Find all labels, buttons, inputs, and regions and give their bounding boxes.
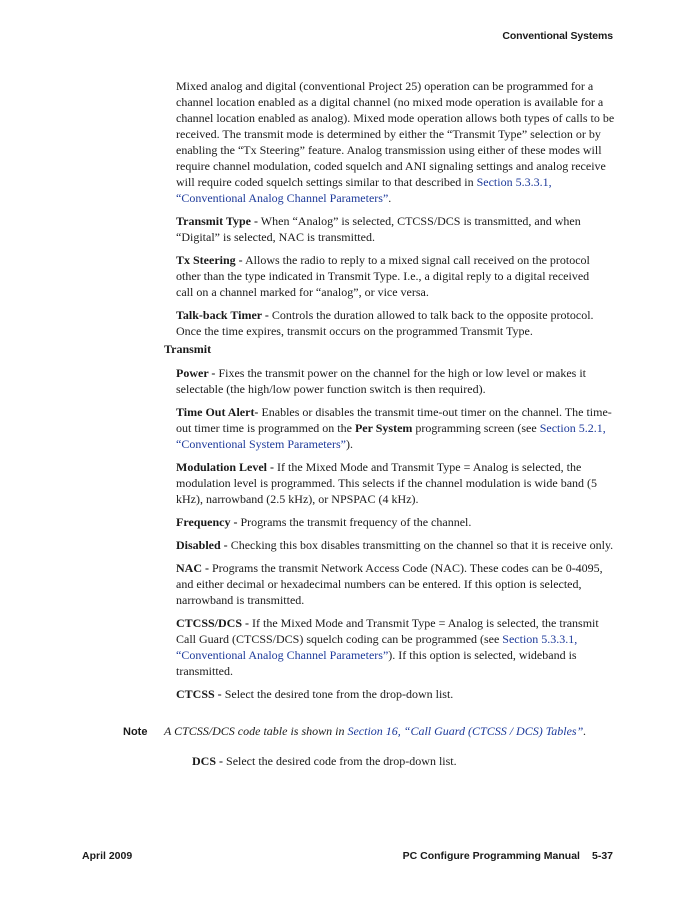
note-label: Note <box>123 726 148 738</box>
item-modulation-level <box>176 459 616 507</box>
item-ctcss <box>176 686 600 702</box>
item-frequency <box>176 514 616 530</box>
item-power <box>176 365 616 397</box>
footer-page-number: 5-37 <box>591 850 613 862</box>
desc-power: Fixes the transmit power on the channel for the high or low level or makes it selectable (the high/low power function switch is then required). <box>176 366 587 396</box>
running-header: Conventional Systems <box>502 30 613 42</box>
main-content <box>176 78 616 339</box>
item-nac <box>176 560 616 608</box>
term-time-out-alert: Time Out Alert- <box>176 405 259 419</box>
item-talk-back-timer <box>176 307 600 339</box>
note-text-tail: . <box>583 724 587 738</box>
intro-tail: . <box>388 191 392 205</box>
note-text-body: A CTCSS/DCS code table is shown in <box>164 724 348 738</box>
desc-time-out-alert-2: programming screen (see <box>412 421 540 435</box>
desc-dcs: Select the desired code from the drop-down list. <box>223 754 457 768</box>
transmit-heading: Transmit <box>164 342 212 356</box>
desc-time-out-alert-tail: ). <box>345 437 353 451</box>
desc-disabled: Checking this box disables transmitting on the channel so that it is receive only. <box>227 538 614 552</box>
item-transmit-type <box>176 213 600 245</box>
desc-ctcss: Select the desired tone from the drop-down list. <box>221 687 454 701</box>
note-text <box>164 723 634 739</box>
item-dcs <box>192 753 616 769</box>
term-nac: NAC - <box>176 561 209 575</box>
footer-right <box>403 850 613 862</box>
term-ctcss: CTCSS - <box>176 687 222 701</box>
term-modulation-level: Modulation Level - <box>176 460 274 474</box>
term-dcs: DCS - <box>192 754 224 768</box>
desc-transmit-type: When “Analog” is selected, CTCSS/DCS is transmitted, and when “Digital” is selected, NAC is transmitted. <box>176 214 581 244</box>
item-disabled <box>176 537 616 553</box>
item-time-out-alert <box>176 404 616 452</box>
intro-paragraph <box>176 78 616 206</box>
term-disabled: Disabled - <box>176 538 228 552</box>
desc-tx-steering: Allows the radio to reply to a mixed signal call received on the protocol other than the type indicated in Transmit Type. I.e., a digital reply to a digital received call on a channel marked for “analog”, or vice versa. <box>176 253 590 299</box>
desc-time-out-alert-1: Enables or disables the transmit time-out timer on the channel. The time-out timer time is programmed on the <box>176 405 612 435</box>
link-conventional-system-params[interactable]: Section 5.2.1, “Conventional System Parameters” <box>176 421 606 451</box>
desc-talk-back-timer: Controls the duration allowed to talk back to the opposite protocol. Once the time expires, transmit occurs on the programmed Transmit Type. <box>176 308 594 338</box>
link-call-guard-tables[interactable]: Section 16, “Call Guard (CTCSS / DCS) Tables” <box>347 724 584 738</box>
desc-frequency: Programs the transmit frequency of the channel. <box>237 515 472 529</box>
link-analog-channel-params-2[interactable]: Section 5.3.3.1, “Conventional Analog Channel Parameters” <box>176 632 578 662</box>
footer-date: April 2009 <box>82 850 133 862</box>
term-ctcss-dcs: CTCSS/DCS - <box>176 616 250 630</box>
term-talk-back-timer: Talk-back Timer - <box>176 308 269 322</box>
item-tx-steering <box>176 252 600 300</box>
per-system-screen: Per System <box>354 421 413 435</box>
term-power: Power - <box>176 366 216 380</box>
intro-text: Mixed analog and digital (conventional Project 25) operation can be programmed for a channel location enabled as a digital channel (no mixed mode operation is available for a channel location enabled as analog). Mixed mode operation allows both types of calls to be received. The transmit mode is determined by either the “Transmit Type” selection or by enabling the “Tx Steering” feature. Analog transmission using either of these modes will require channel modulation, coded squelch and ANI signaling settings and analog receive will require coded squelch settings similar to that described in <box>176 79 615 189</box>
link-analog-channel-params[interactable]: Section 5.3.3.1, “Conventional Analog Channel Parameters” <box>176 175 552 205</box>
desc-ctcss-dcs-1: If the Mixed Mode and Transmit Type = Analog is selected, the transmit Call Guard (CTCSS/DCS) squelch coding can be programmed (see <box>176 616 599 646</box>
desc-modulation-level: If the Mixed Mode and Transmit Type = Analog is selected, the modulation level is programmed. This selects if the channel modulation is wide band (5 kHz), narrowband (2.5 kHz), or NPSPAC (4 kHz). <box>176 460 598 506</box>
desc-ctcss-dcs-2: ). If this option is selected, wideband is transmitted. <box>176 648 577 678</box>
footer-manual-title: PC Configure Programming Manual <box>402 850 580 862</box>
term-frequency: Frequency - <box>176 515 238 529</box>
desc-nac: Programs the transmit Network Access Code (NAC). These codes can be 0-4095, and either decimal or hexadecimal numbers can be entered. If this option is selected, narrowband is transmitted. <box>176 561 603 607</box>
term-transmit-type: Transmit Type - <box>176 214 259 228</box>
term-tx-steering: Tx Steering - <box>176 253 243 267</box>
item-ctcss-dcs <box>176 615 616 679</box>
transmit-content <box>176 365 616 702</box>
